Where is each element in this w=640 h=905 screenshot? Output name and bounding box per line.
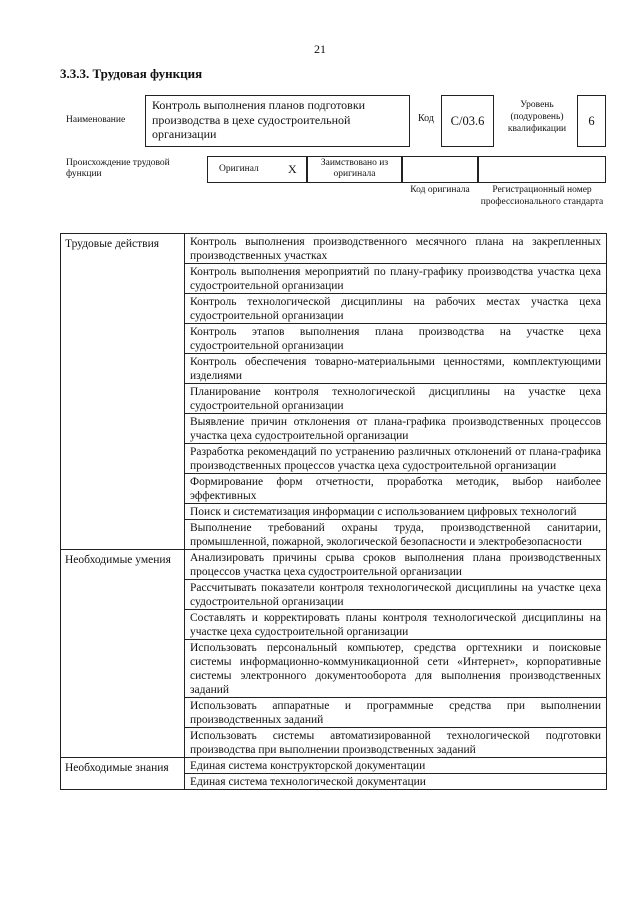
section-title-skills: Необходимые умения [61, 550, 185, 758]
list-item: Единая система конструкторской документации [185, 758, 607, 774]
name-label: Наименование [66, 115, 126, 125]
code-original-box [402, 156, 478, 183]
code-value: C/03.6 [450, 113, 485, 128]
list-item: Контроль этапов выполнения плана производства на участке цеха судостроительной организации [185, 324, 607, 354]
list-item: Разработка рекомендаций по устранению различных отклонений от плана-графика производственных процессов участка цеха судостроительной организации [185, 444, 607, 474]
list-item: Рассчитывать показатели контроля технологической дисциплины на участке цеха судостроительной организации [185, 580, 607, 610]
table-row [61, 758, 607, 774]
list-item: Выявление причин отклонения от плана-графика производственных процессов участка цеха судостроительной организации [185, 414, 607, 444]
list-item: Планирование контроля технологической дисциплины на участке цеха судостроительной организации [185, 384, 607, 414]
list-item: Контроль выполнения мероприятий по плану-графику производства участка цеха судостроительной организации [185, 264, 607, 294]
list-item: Составлять и корректировать планы контроля технологической дисциплины на участке цеха судостроительной организации [185, 610, 607, 640]
table-row [61, 550, 607, 580]
list-item: Выполнение требований охраны труда, производственной санитарии, промышленной, пожарной, экологической безопасности и электробезопасности [185, 520, 607, 550]
code-label: Код [418, 113, 434, 124]
list-item: Контроль технологической дисциплины на рабочих местах участка цеха судостроительной организации [185, 294, 607, 324]
reg-number-box [478, 156, 606, 183]
list-item: Использовать персональный компьютер, средства оргтехники и поисковые системы информационно-коммуникационной сети «Интернет», корпоративные системы электронного документооборота для выполнения производственных заданий [185, 640, 607, 698]
table-row [61, 234, 607, 264]
origin-label: Происхождение трудовой функции [66, 158, 170, 179]
section-title-knowledge: Необходимые знания [61, 758, 185, 790]
section-title-actions: Трудовые действия [61, 234, 185, 550]
list-item: Контроль выполнения производственного месячного плана на закрепленных производственных участках [185, 234, 607, 264]
function-name-box [145, 95, 410, 147]
list-item: Использовать аппаратные и программные средства при выполнении производственных заданий [185, 698, 607, 728]
code-original-label: Код оригинала [410, 185, 470, 195]
list-item: Единая система технологической документации [185, 774, 607, 790]
list-item: Формирование форм отчетности, проработка методик, выбор наиболее эффективных [185, 474, 607, 504]
borrowed-label: Заимствовано из оригинала [320, 158, 389, 179]
level-box [577, 95, 606, 147]
section-title: 3.3.3. Трудовая функция [60, 66, 203, 81]
function-name: Контроль выполнения планов подготовки производства в цехе судостроительной организации [152, 98, 366, 141]
level-label: Уровень (подуровень) квалификации [507, 100, 567, 134]
original-mark: X [288, 162, 297, 176]
page-number: 21 [314, 42, 326, 56]
level-value: 6 [588, 113, 595, 128]
code-box [441, 95, 494, 147]
borrowed-box [307, 156, 402, 183]
reg-number-label: Регистрационный номер профессионального стандарта [480, 185, 604, 207]
list-item: Использовать системы автоматизированной технологической подготовки производства при выполнении производственных заданий [185, 728, 607, 758]
function-table [60, 233, 607, 790]
list-item: Поиск и систематизация информации с использованием цифровых технологий [185, 504, 607, 520]
list-item: Анализировать причины срыва сроков выполнения плана производственных процессов участка цеха судостроительной организации [185, 550, 607, 580]
original-label: Оригинал [219, 164, 259, 174]
list-item: Контроль обеспечения товарно-материальными ценностями, комплектующими изделиями [185, 354, 607, 384]
